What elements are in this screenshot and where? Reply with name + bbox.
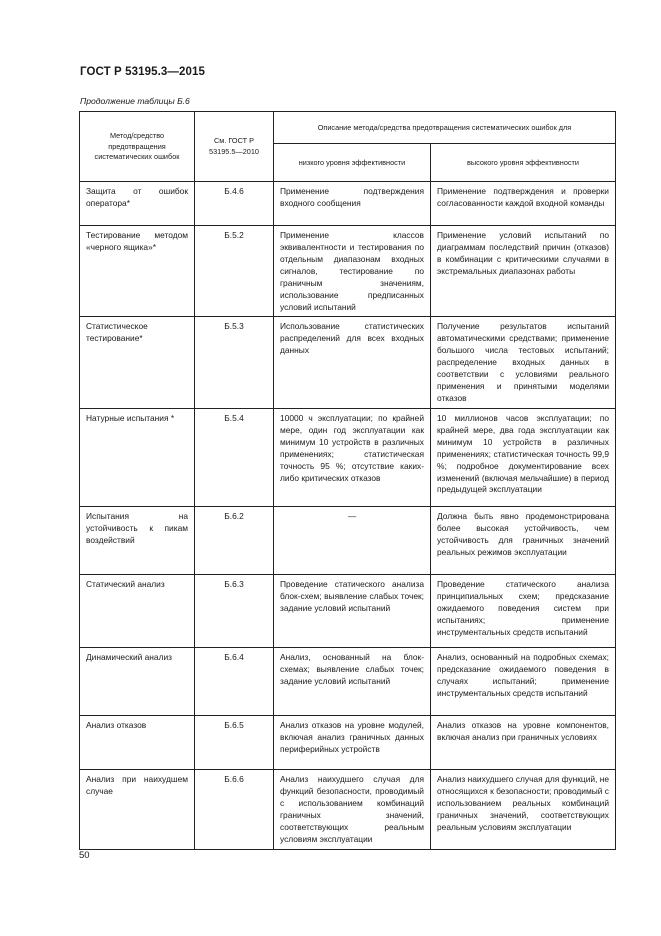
methods-table (79, 111, 616, 850)
high-level-cell: 10 миллионов часов эксплуатации; по крайней мере, два года эксплуатации как минимум 10 устройств в различных применениях; статистическая точность 99,9 %; подробное документирование всех изменений (включая мельчайшие) в период предыдущей эксплуатации (431, 408, 616, 506)
reference-cell: Б.5.4 (195, 408, 274, 506)
reference-cell: Б.6.5 (195, 715, 274, 769)
table-row (80, 647, 616, 715)
table-row (80, 226, 616, 317)
table-row (80, 317, 616, 408)
reference-cell: Б.6.2 (195, 506, 274, 574)
header-description: Описание метода/средства предотвращения систематических ошибок для (274, 112, 616, 144)
header-row (80, 112, 616, 144)
low-level-cell: Анализ наихудшего случая для функций безопасности, проводимый с использованием комбинаций граничных значений, соответствующих реальным условиям эксплуатации (274, 769, 431, 849)
document-code: ГОСТ Р 53195.3—2015 (80, 66, 205, 78)
high-level-cell: Анализ отказов на уровне компонентов, включая анализ при граничных условиях (431, 715, 616, 769)
reference-cell: Б.5.2 (195, 226, 274, 317)
high-level-cell: Получение результатов испытаний автоматическими средствами; применение большого числа тестовых испытаний; распределение входных данных в соответствии с условиями реального применения и принятыми моделями отказов (431, 317, 616, 408)
reference-cell: Б.6.4 (195, 647, 274, 715)
reference-cell: Б.5.3 (195, 317, 274, 408)
low-level-cell: Использование статистических распределений для всех входных данных (274, 317, 431, 408)
method-cell: Статистическое тестирование* (80, 317, 195, 408)
low-level-cell: Анализ отказов на уровне модулей, включая анализ граничных данных периферийных устройств (274, 715, 431, 769)
table-caption: Продолжение таблицы Б.6 (80, 96, 190, 106)
method-cell: Статический анализ (80, 574, 195, 647)
high-level-cell: Применение условий испытаний по диаграммам последствий причин (отказов) в комбинации с критическими случаями в экстремальных диапазонах работы (431, 226, 616, 317)
method-cell: Тестирование методом «черного ящика»* (80, 226, 195, 317)
high-level-cell: Применение подтверждения и проверки согласованности каждой входной команды (431, 182, 616, 226)
method-cell: Испытания на устойчивость к пикам воздействий (80, 506, 195, 574)
header-high-level: высокого уровня эффективности (431, 144, 616, 182)
low-level-cell: Применение подтверждения входного сообщения (274, 182, 431, 226)
low-level-cell: Анализ, основанный на блок-схемах; выявление слабых точек; задание условий испытаний (274, 647, 431, 715)
method-cell: Натурные испытания * (80, 408, 195, 506)
method-cell: Анализ отказов (80, 715, 195, 769)
method-cell: Защита от ошибок оператора* (80, 182, 195, 226)
table-row (80, 715, 616, 769)
low-level-cell: 10000 ч эксплуатации; по крайней мере, один год эксплуатации как минимум 10 устройств в различных применениях; статистическая точность 95 %; отсутствие каких-либо критических отказов (274, 408, 431, 506)
reference-cell: Б.6.6 (195, 769, 274, 849)
header-method: Метод/средство предотвращения систематических ошибок (80, 112, 195, 182)
reference-cell: Б.6.3 (195, 574, 274, 647)
header-low-level: низкого уровня эффективности (274, 144, 431, 182)
table-row (80, 769, 616, 849)
table-row (80, 574, 616, 647)
low-level-cell: — (274, 506, 431, 574)
method-cell: Анализ при наихудшем случае (80, 769, 195, 849)
page-number: 50 (79, 850, 90, 861)
high-level-cell: Анализ, основанный на подробных схемах; предсказание ожидаемого поведения в случаях испытаний; применение инструментальных средств испытаний (431, 647, 616, 715)
method-cell: Динамический анализ (80, 647, 195, 715)
high-level-cell: Должна быть явно продемонстрирована более высокая устойчивость, чем устойчивость для граничных значений реальных режимов эксплуатации (431, 506, 616, 574)
low-level-cell: Проведение статического анализа блок-схем; выявление слабых точек; задание условий испытаний (274, 574, 431, 647)
high-level-cell: Анализ наихудшего случая для функций, не относящихся к безопасности; проводимый с использованием реальных комбинаций граничных значений, соответствующих реальным условиям эксплуатации (431, 769, 616, 849)
table-row (80, 182, 616, 226)
header-reference: См. ГОСТ Р 53195.5—2010 (195, 112, 274, 182)
reference-cell: Б.4.6 (195, 182, 274, 226)
low-level-cell: Применение классов эквивалентности и тестирования по отдельным диапазонам входных сигналов, тестирование по граничным значениям, использование предписанных условий испытаний (274, 226, 431, 317)
table-row (80, 506, 616, 574)
high-level-cell: Проведение статического анализа принципиальных схем; предсказание ожидаемого поведения систем при испытаниях; применение инструментальных средств испытаний (431, 574, 616, 647)
table-row (80, 408, 616, 506)
